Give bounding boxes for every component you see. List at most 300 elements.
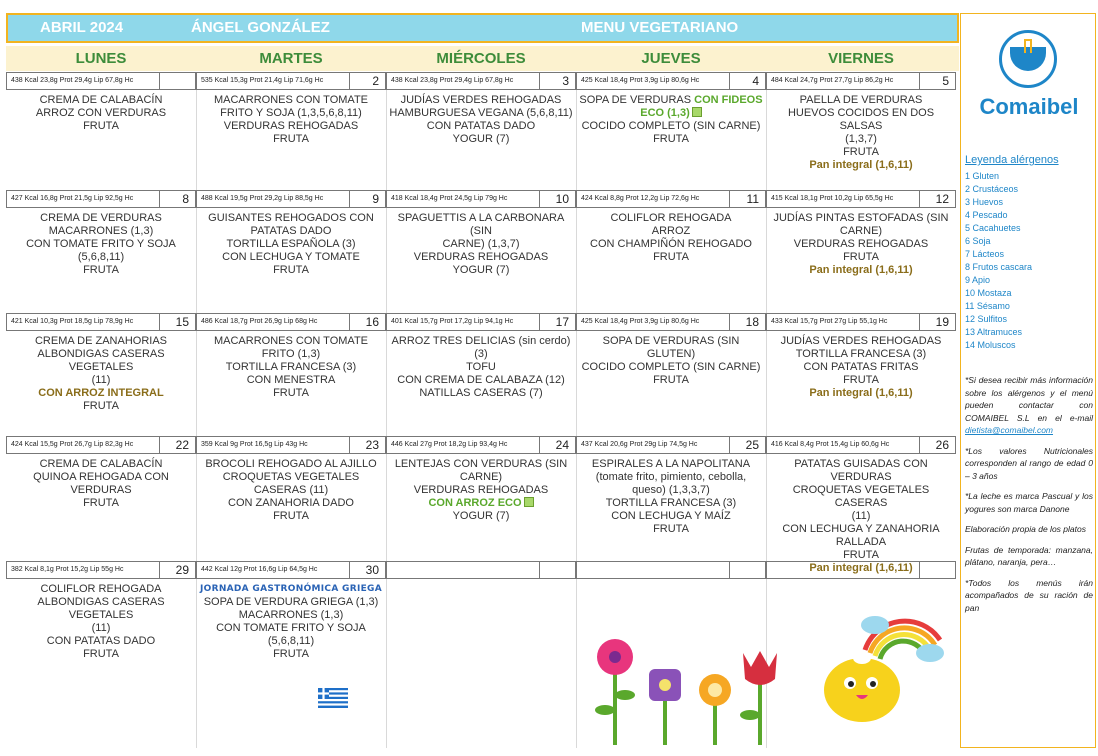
nutrition-info: 427 Kcal 16,8g Prot 21,5g Lip 92,5g Hc xyxy=(6,190,160,208)
day-number: 19 xyxy=(920,313,956,331)
menu-line xyxy=(8,400,194,413)
menu-line-text: CON MENESTRA xyxy=(246,374,336,386)
day-number: 24 xyxy=(540,436,576,454)
day-number xyxy=(920,561,956,579)
menu-line xyxy=(198,133,384,146)
menu-line-text: CON LECHUGA Y ZANAHORIA xyxy=(782,523,940,535)
menu-line xyxy=(768,361,954,374)
menu-line xyxy=(8,484,194,497)
day-number: 2 xyxy=(350,72,386,90)
menu-line xyxy=(768,225,954,238)
menu-line-text: Pan integral (1,6,11) xyxy=(809,562,913,574)
menu-line xyxy=(8,471,194,484)
menu-line-text: CASERAS (11) xyxy=(253,484,329,496)
menu-line-text: FRUTA xyxy=(653,133,689,145)
day-number xyxy=(540,561,576,579)
menu-line-text: VERDURAS REHOGADAS xyxy=(223,120,359,132)
day-number: 29 xyxy=(160,561,196,579)
note-fruits: Frutas de temporada: manzana, plátano, naranja, pera… xyxy=(965,544,1093,567)
menu-line xyxy=(8,583,194,596)
day-number: 8 xyxy=(160,190,196,208)
menu-line xyxy=(768,238,954,251)
menu-items xyxy=(388,94,574,146)
menu-line-text: CON ARROZ INTEGRAL xyxy=(38,387,164,399)
menu-grid xyxy=(6,72,959,748)
greece-flag-icon xyxy=(318,688,348,708)
menu-line-text: CON TOMATE FRITO Y SOJA xyxy=(216,622,366,634)
menu-line-text: CARNE) xyxy=(459,471,503,483)
menu-line xyxy=(578,523,764,536)
menu-items xyxy=(578,94,764,146)
menu-line xyxy=(198,361,384,374)
menu-line xyxy=(768,94,954,107)
nutrition-info: 437 Kcal 20,6g Prot 29g Lip 74,5g Hc xyxy=(576,436,730,454)
day-monday: LUNES xyxy=(75,50,127,67)
menu-line xyxy=(8,225,194,238)
menu-line xyxy=(388,133,574,146)
menu-line-text: VERDURAS REHOGADAS xyxy=(413,251,549,263)
allergen-item: 7 Lácteos xyxy=(965,249,1005,259)
menu-line xyxy=(768,159,954,172)
allergen-item: 14 Moluscos xyxy=(965,340,1016,350)
nutrition-info: 418 Kcal 18,4g Prot 24,5g Lip 79g Hc xyxy=(386,190,540,208)
menu-line-text: Pan integral (1,6,11) xyxy=(809,159,913,171)
title-bar xyxy=(6,13,959,43)
menu-line-text: CON PATATAS DADO xyxy=(46,635,156,647)
day-cell xyxy=(6,72,196,190)
menu-line-text: (5,6,8,11) xyxy=(267,635,315,647)
menu-line xyxy=(578,458,764,471)
menu-line xyxy=(388,238,574,251)
nutrition-info: 416 Kcal 8,4g Prot 15,4g Lip 60,6g Hc xyxy=(766,436,920,454)
day-cell xyxy=(576,313,766,431)
menu-line-text: (tomate frito, pimiento, cebolla, xyxy=(595,471,747,483)
menu-items xyxy=(388,458,574,523)
email-link[interactable]: dietista@comaibel.com xyxy=(965,425,1053,435)
day-number: 12 xyxy=(920,190,956,208)
menu-line xyxy=(8,374,194,387)
student-name: ÁNGEL GONZÁLEZ xyxy=(191,19,330,36)
menu-line-text: FRUTA xyxy=(843,146,879,158)
menu-line-text: HAMBURGUESA VEGANA (5,6,8,11) xyxy=(389,107,573,119)
menu-line-text: CON PATATAS DADO xyxy=(426,120,536,132)
menu-line-text: COCIDO COMPLETO (SIN CARNE) xyxy=(581,361,761,373)
day-number: 25 xyxy=(730,436,766,454)
menu-line xyxy=(388,120,574,133)
allergen-item: 2 Crustáceos xyxy=(965,184,1019,194)
menu-line xyxy=(388,335,574,361)
menu-line-text: (11) xyxy=(91,374,111,386)
menu-line xyxy=(8,596,194,622)
menu-line xyxy=(388,212,574,238)
eco-highlight: CON FIDEOS xyxy=(694,94,763,106)
day-cell xyxy=(576,72,766,190)
event-banner: JORNADA GASTRONÓMICA GRIEGA xyxy=(199,584,382,594)
menu-line-text: CREMA DE CALABACÍN xyxy=(39,458,163,470)
menu-items xyxy=(768,94,954,172)
menu-line xyxy=(198,622,384,635)
day-cell xyxy=(6,313,196,431)
menu-line xyxy=(198,510,384,523)
menu-line xyxy=(8,335,194,348)
menu-line-text: (5,6,8,11) xyxy=(77,251,125,263)
menu-line xyxy=(768,484,954,510)
menu-line-text: VERDURAS REHOGADAS xyxy=(413,484,549,496)
menu-line xyxy=(768,458,954,484)
menu-line xyxy=(198,225,384,238)
menu-line xyxy=(768,348,954,361)
menu-line xyxy=(768,133,954,146)
menu-line-text: FRUTA xyxy=(83,400,119,412)
menu-line-text: FRUTA xyxy=(843,374,879,386)
allergen-item: 13 Altramuces xyxy=(965,327,1023,337)
menu-line-text: FRUTA xyxy=(83,497,119,509)
nutrition-info: 382 Kcal 8,1g Prot 15,2g Lip 55g Hc xyxy=(6,561,160,579)
brand-name: Comaibel xyxy=(979,94,1079,119)
day-cell xyxy=(196,436,386,554)
menu-items xyxy=(578,458,764,536)
menu-items xyxy=(198,94,384,146)
day-cell xyxy=(386,436,576,554)
menu-items xyxy=(768,458,954,575)
rainbow-icon xyxy=(861,616,944,662)
day-cell xyxy=(6,190,196,308)
day-cell xyxy=(576,436,766,554)
menu-line xyxy=(578,497,764,510)
day-cell xyxy=(386,561,576,679)
menu-line-text: FRUTA xyxy=(653,251,689,263)
menu-line xyxy=(198,458,384,471)
nutrition-info xyxy=(576,561,730,579)
menu-line xyxy=(198,609,384,622)
day-wednesday: MIÉRCOLES xyxy=(436,50,526,67)
menu-line xyxy=(388,387,574,400)
menu-items xyxy=(388,335,574,400)
menu-line-text: TORTILLA FRANCESA (3) xyxy=(795,348,927,360)
menu-line xyxy=(198,120,384,133)
day-number: 23 xyxy=(350,436,386,454)
menu-line-text: CON CREMA DE CALABAZA (12) xyxy=(397,374,565,386)
menu-line xyxy=(768,107,954,133)
nutrition-info: 446 Kcal 27g Prot 18,2g Lip 93,4g Hc xyxy=(386,436,540,454)
menu-line xyxy=(768,510,954,523)
day-cell xyxy=(6,436,196,554)
menu-line-text: PATATAS DADO xyxy=(250,225,332,237)
menu-items xyxy=(198,212,384,277)
day-number: 15 xyxy=(160,313,196,331)
menu-line xyxy=(198,251,384,264)
menu-line-text: PAELLA DE VERDURAS xyxy=(799,94,923,106)
tulip-red-icon xyxy=(740,651,777,745)
menu-line-text: FRUTA xyxy=(653,374,689,386)
menu-items xyxy=(198,335,384,400)
menu-line-text: (11) xyxy=(91,622,111,634)
menu-line-text: NATILLAS CASERAS (7) xyxy=(419,387,543,399)
menu-type: MENU VEGETARIANO xyxy=(581,19,739,36)
menu-items xyxy=(578,335,764,387)
menu-line xyxy=(388,251,574,264)
menu-line-text: CREMA DE VERDURAS xyxy=(40,212,162,224)
menu-line xyxy=(578,225,764,238)
day-cell xyxy=(766,436,956,574)
allergen-item: 4 Pescado xyxy=(965,210,1008,220)
notes xyxy=(965,374,1093,622)
day-cell xyxy=(386,190,576,308)
menu-line xyxy=(768,523,954,536)
menu-line-text: FRUTA xyxy=(843,549,879,561)
menu-line xyxy=(578,374,764,387)
menu-line-text: TORTILLA FRANCESA (3) xyxy=(225,361,357,373)
menu-line-text: BROCOLI REHOGADO AL AJILLO xyxy=(205,458,377,470)
menu-line xyxy=(388,510,574,523)
menu-line xyxy=(8,635,194,648)
menu-line xyxy=(578,120,764,133)
menu-line xyxy=(578,510,764,523)
day-number: 18 xyxy=(730,313,766,331)
menu-line-text: GUISANTES REHOGADOS CON xyxy=(208,212,374,224)
allergen-item: 8 Frutos cascara xyxy=(965,262,1033,272)
menu-line xyxy=(768,536,954,549)
day-cell xyxy=(196,190,386,308)
allergen-legend-title: Leyenda alérgenos xyxy=(965,154,1059,166)
menu-line-text: CARNE) xyxy=(839,225,883,237)
menu-line-text: ALBONDIGAS CASERAS VEGETALES xyxy=(37,348,165,373)
menu-line-text: FRUTA xyxy=(273,510,309,522)
menu-line-text: VERDURAS xyxy=(70,484,132,496)
menu-line xyxy=(198,94,384,107)
note-bread: *Todos los menús irán acompañados de su ración de pan xyxy=(965,577,1093,613)
menu-line xyxy=(768,146,954,159)
day-number: 3 xyxy=(540,72,576,90)
menu-line xyxy=(578,107,764,120)
menu-line-text: (1,3,7) xyxy=(845,133,877,145)
menu-line-text: SPAGUETTIS A LA CARBONARA (SIN xyxy=(397,212,565,237)
note-elaboration: Elaboración propia de los platos xyxy=(965,524,1086,534)
day-number: 11 xyxy=(730,190,766,208)
day-number: 22 xyxy=(160,436,196,454)
day-tuesday: MARTES xyxy=(259,50,323,67)
menu-line xyxy=(388,497,574,510)
day-cell xyxy=(196,313,386,431)
menu-line xyxy=(198,635,384,648)
menu-line xyxy=(8,120,194,133)
menu-line xyxy=(198,471,384,484)
nutrition-info: 424 Kcal 8,8g Prot 12,2g Lip 72,6g Hc xyxy=(576,190,730,208)
menu-items xyxy=(8,94,194,133)
menu-items xyxy=(768,335,954,400)
menu-items xyxy=(8,583,194,661)
menu-line xyxy=(198,648,384,661)
note-brands: *La leche es marca Pascual y los yogures son marca Danone xyxy=(965,491,1093,514)
day-number: 5 xyxy=(920,72,956,90)
menu-line-text: ARROZ xyxy=(651,225,691,237)
nutrition-info: 433 Kcal 15,7g Prot 27g Lip 55,1g Hc xyxy=(766,313,920,331)
menu-line xyxy=(388,94,574,107)
menu-line xyxy=(8,387,194,400)
menu-line-text: COLIFLOR REHOGADA xyxy=(610,212,732,224)
menu-line-text: YOGUR (7) xyxy=(452,133,510,145)
menu-line xyxy=(8,264,194,277)
menu-line xyxy=(578,212,764,225)
nutrition-info: 438 Kcal 23,8g Prot 29,4g Lip 67,8g Hc xyxy=(386,72,540,90)
nutrition-info: 488 Kcal 19,5g Prot 29,2g Lip 88,5g Hc xyxy=(196,190,350,208)
menu-line-text: FRUTA xyxy=(273,648,309,660)
allergen-item: 6 Soja xyxy=(965,236,991,246)
menu-line-text: VERDURAS REHOGADAS xyxy=(793,238,929,250)
eco-leaf-icon xyxy=(524,497,534,507)
note-contact xyxy=(965,374,1093,437)
menu-line xyxy=(198,238,384,251)
menu-line-text: CREMA DE ZANAHORIAS xyxy=(34,335,168,347)
menu-items xyxy=(578,212,764,264)
menu-line-text: FRUTA xyxy=(83,120,119,132)
menu-line-text: JUDÍAS VERDES REHOGADAS xyxy=(400,94,562,106)
menu-line-text: SOPA DE VERDURAS (SIN GLUTEN) xyxy=(602,335,740,360)
menu-items xyxy=(8,458,194,510)
menu-line xyxy=(578,251,764,264)
menu-line-text: CREMA DE CALABACÍN xyxy=(39,94,163,106)
flowers-illustration xyxy=(585,595,795,750)
menu-line xyxy=(388,107,574,120)
menu-line xyxy=(198,348,384,361)
menu-line xyxy=(198,335,384,348)
menu-items xyxy=(198,583,384,661)
allergen-item: 10 Mostaza xyxy=(965,288,1012,298)
day-cell xyxy=(766,313,956,431)
menu-line-text: CON LECHUGA Y TOMATE xyxy=(222,251,360,263)
eco-highlight: ECO (1,3) xyxy=(640,107,690,119)
menu-line xyxy=(388,484,574,497)
menu-line-text: FRUTA xyxy=(843,251,879,263)
day-number: 30 xyxy=(350,561,386,579)
month-label: ABRIL 2024 xyxy=(40,19,124,36)
allergen-item: 1 Gluten xyxy=(965,171,1000,181)
day-number: 26 xyxy=(920,436,956,454)
allergen-item: 9 Apio xyxy=(965,275,991,285)
menu-line xyxy=(198,374,384,387)
allergen-item: 11 Sésamo xyxy=(965,301,1010,311)
menu-line-text: (11) xyxy=(851,510,871,522)
menu-line-text: YOGUR (7) xyxy=(452,264,510,276)
menu-line xyxy=(8,458,194,471)
menu-line-text: FRITO (1,3) xyxy=(261,348,321,360)
day-cell xyxy=(386,313,576,431)
eco-leaf-icon xyxy=(692,107,702,117)
menu-line xyxy=(768,335,954,348)
flower-pink-icon xyxy=(595,639,635,745)
menu-line-text: CON TOMATE FRITO Y SOJA xyxy=(26,238,176,250)
menu-line xyxy=(578,94,764,107)
menu-line-text: LENTEJAS CON VERDURAS (SIN xyxy=(394,458,568,470)
menu-line-text: CON CHAMPIÑÓN REHOGADO xyxy=(590,238,752,250)
menu-line-text: SOPA DE VERDURA GRIEGA (1,3) xyxy=(203,596,379,608)
menu-line-text: MACARRONES CON TOMATE xyxy=(213,94,369,106)
day-cell xyxy=(766,190,956,308)
menu-line xyxy=(198,387,384,400)
menu-line-text: CARNE) (1,3,7) xyxy=(442,238,520,250)
menu-items xyxy=(768,212,954,277)
menu-line-text: CROQUETAS VEGETALES CASERAS xyxy=(792,484,930,509)
menu-line xyxy=(198,484,384,497)
nutrition-info: 425 Kcal 18,4g Prot 3,9g Lip 80,6g Hc xyxy=(576,313,730,331)
day-number: 17 xyxy=(540,313,576,331)
mascot-rainbow-illustration xyxy=(820,595,945,725)
menu-line xyxy=(198,596,384,609)
menu-line xyxy=(198,497,384,510)
menu-line-text: TORTILLA ESPAÑOLA (3) xyxy=(226,238,356,250)
day-number: 16 xyxy=(350,313,386,331)
menu-line xyxy=(768,264,954,277)
allergen-item: 3 Huevos xyxy=(965,197,1004,207)
day-cell xyxy=(576,190,766,308)
day-number xyxy=(160,72,196,90)
menu-line xyxy=(768,387,954,400)
menu-items xyxy=(8,335,194,413)
menu-line-text: CROQUETAS VEGETALES xyxy=(222,471,360,483)
menu-line-text: CON LECHUGA Y MAÍZ xyxy=(611,510,731,522)
nutrition-info: 486 Kcal 18,7g Prot 26,9g Lip 68g Hc xyxy=(196,313,350,331)
menu-line-text: ARROZ TRES DELICIAS (sin cerdo) (3) xyxy=(391,335,571,360)
menu-items xyxy=(388,212,574,277)
weekday-header-row xyxy=(6,46,959,71)
menu-line xyxy=(198,107,384,120)
day-number: 4 xyxy=(730,72,766,90)
flower-purple-icon xyxy=(649,669,681,745)
menu-line xyxy=(8,212,194,225)
nutrition-info xyxy=(386,561,540,579)
day-number: 9 xyxy=(350,190,386,208)
menu-line-text: TOFU xyxy=(466,361,496,373)
day-cell xyxy=(196,72,386,190)
menu-line xyxy=(768,212,954,225)
nutrition-info: 424 Kcal 15,5g Prot 26,7g Lip 82,3g Hc xyxy=(6,436,160,454)
menu-line-text: COLIFLOR REHOGADA xyxy=(40,583,162,595)
day-cell xyxy=(6,561,196,679)
chick-mascot-icon xyxy=(824,652,900,722)
menu-line xyxy=(8,622,194,635)
menu-line xyxy=(8,348,194,374)
note-contact-text: *Si desea recibir más información sobre los alérgenos y el menú pueden contactar con COMAIBEL S.L en el e-mail xyxy=(965,375,1093,423)
menu-line-text: FRUTA xyxy=(273,264,309,276)
menu-line-text: queso) (1,3,3,7) xyxy=(632,484,710,496)
menu-line xyxy=(8,497,194,510)
nutrition-info: 438 Kcal 23,8g Prot 29,4g Lip 67,8g Hc xyxy=(6,72,160,90)
nutrition-info: 442 Kcal 12g Prot 16,6g Lip 64,5g Hc xyxy=(196,561,350,579)
menu-line xyxy=(578,361,764,374)
menu-line-text: YOGUR (7) xyxy=(452,510,510,522)
menu-line-text: FRUTA xyxy=(83,264,119,276)
day-cell xyxy=(766,72,956,190)
menu-line-text: COCIDO COMPLETO (SIN CARNE) xyxy=(581,120,761,132)
menu-line xyxy=(578,238,764,251)
menu-line xyxy=(8,251,194,264)
menu-line xyxy=(578,484,764,497)
nutrition-info: 401 Kcal 15,7g Prot 17,2g Lip 94,1g Hc xyxy=(386,313,540,331)
menu-line-text: PATATAS GUISADAS CON VERDURAS xyxy=(794,458,928,483)
menu-line-text: Pan integral (1,6,11) xyxy=(809,264,913,276)
menu-line xyxy=(388,361,574,374)
day-number xyxy=(730,561,766,579)
day-friday: VIERNES xyxy=(828,50,894,67)
menu-line-text: CON PATATAS FRITAS xyxy=(803,361,919,373)
nutrition-info: 415 Kcal 18,1g Prot 10,2g Lip 65,5g Hc xyxy=(766,190,920,208)
menu-line-text: SOPA DE VERDURAS xyxy=(579,94,695,106)
nutrition-info: 359 Kcal 9g Prot 16,5g Lip 43g Hc xyxy=(196,436,350,454)
nutrition-info: 425 Kcal 18,4g Prot 3,9g Lip 80,6g Hc xyxy=(576,72,730,90)
day-thursday: JUEVES xyxy=(641,50,701,67)
flower-orange-icon xyxy=(699,674,731,745)
nutrition-info: 421 Kcal 10,3g Prot 18,5g Lip 78,9g Hc xyxy=(6,313,160,331)
